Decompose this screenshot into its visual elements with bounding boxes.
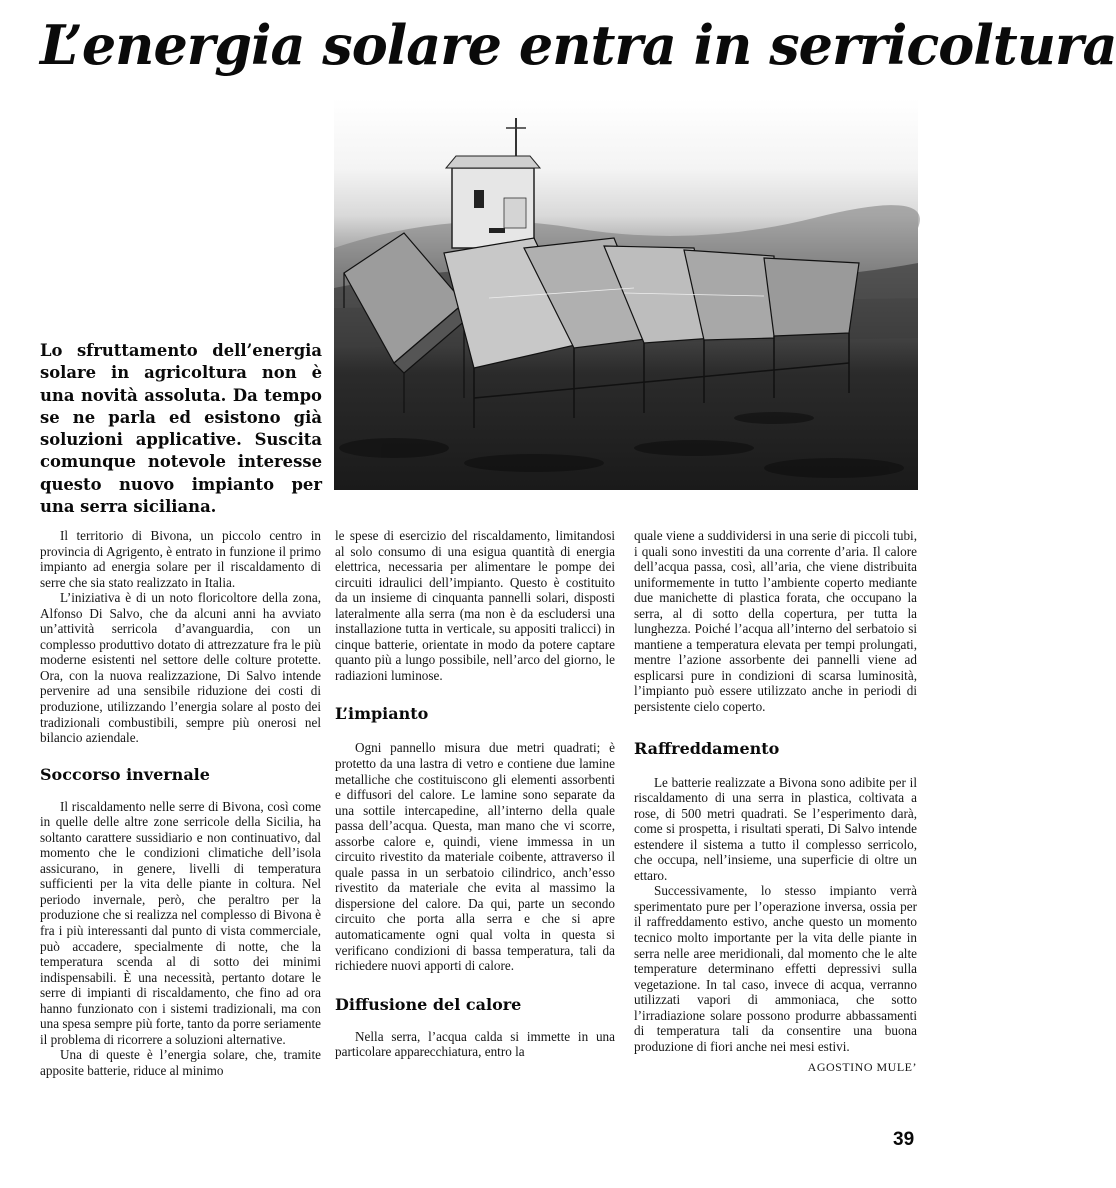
article-lede: Lo sfruttamento dell’energia solare in agricoltura non è una novità assoluta. Da tempo se ne parla ed esistono già soluzioni applicative. Suscita comunque notevole interesse questo nuovo impianto per una serra siciliana. [40,341,322,517]
paragraph: Successivamente, lo stesso impianto verrà sperimentato pure per l’operazione inversa, ossia per il raffreddamento estivo, anche questo un momento tecnico molto importante per la vita delle piante in serra nelle aree meridionali, dal momento che le alte temperature determinano effetti depressivi sulla vegetazione. In tal caso, invece di acqua, verranno utilizzati vapori di ammoniaca, che sotto l’irradiazione solare possono produrre abbassamenti di temperatura tali da consentire una buona produzione di fiori anche nei mesi estivi. [634,883,917,1054]
section-heading: Diffusione del calore [335,994,522,1014]
paragraph: le spese di esercizio del riscaldamento, limitandosi al solo consumo di una esigua quantità di energia elettrica, necessaria per alimentare le pompe dei circuiti idraulici dell’impianto. Questo è costituito da un insieme di cinquanta pannelli solari, disposti lateralmente alla serra (ma non è da escludersi una installazione tutta in verticale, su appositi tralicci) in cinque batterie, orientate in modo da potere captare quanto più a lungo possibile, nell’arco del giorno, le radiazioni luminose. [335,528,615,683]
section-heading: L’impianto [335,704,429,724]
text-column-1 [40,528,321,1079]
paragraph: Una di queste è l’energia solare, che, tramite apposite batterie, riduce al minimo [40,1047,321,1078]
paragraph: Le batterie realizzate a Bivona sono adibite per il riscaldamento di una serra in plastica, coltivata a rose, di 500 metri quadrati. Se l’esperimento darà, come si prospetta, i risultati sperati, Di Salvo intende estendere il sistema a tutto il complesso serricolo, che occupa, nell’insieme, una superficie di oltre un ettaro. [634,774,917,883]
paragraph: Ogni pannello misura due metri quadrati; è protetto da una lastra di vetro e contiene due lamine metalliche che costituiscono gli elementi assorbenti e diffusori del calore. Le lamine sono separate da una sottile intercapedine, all’interno della quale passa dell’acqua. Questa, man mano che vi scorre, assorbe calore e, quindi, viene immessa in un circuito rivestito da materiale coibente, attraverso il quale passa in un serbatoio cilindrico, anch’esso rivestito da materiale che evita al massimo la dispersione del calore. Da qui, parte un secondo circuito che porta alla serra e che si apre automaticamente ogni qual volta in questa si verificano condizioni di bassa temperatura, tali da richiedere nuovi apporti di calore. [335,740,615,974]
text-column-3 [634,528,917,1076]
paragraph: L’iniziativa è di un noto floricoltore della zona, Alfonso Di Salvo, che da alcuni anni ha avviato un’attività serricola d’avanguardia, con un complesso produttivo dotato di attrezzature fra le più moderne esistenti nel settore delle colture protette. Ora, con la nuova realizzazione, Di Salvo intende pervenire ad una sensibile riduzione dei costi di produzione, utilizzando l’energia solare al posto dei tradizionali combustibili, sempre più onerosi nel bilancio aziendale. [40,590,321,746]
section-heading: Soccorso invernale [40,764,210,784]
paragraph: Il riscaldamento nelle serre di Bivona, così come in quelle delle altre zone serricole della Sicilia, ha soltanto carattere sussidiario e non continuativo, dal momento che le condizioni climatiche dell’isola assicurano, in genere, livelli di temperatura sufficienti per la vita delle piante in coltura. Nel periodo invernale, però, che peraltro per la produzione che si realizza nel complesso di Bivona è fra i più interessanti dal punto di vista commerciale, può accadere, specialmente di notte, che la temperatura scenda al di sotto dei minimi indispensabili. È una necessità, pertanto dotare le serre di impianti di riscaldamento, che fino ad ora hanno funzionato con i sistemi tradizionali, ma con una spesa sempre più forte, tanto da porre seriamente il problema di ricorrere a soluzioni alternative. [40,798,321,1047]
text-column-2 [335,528,615,1060]
author-byline: AGOSTINO MULE’ [807,1060,917,1075]
solar-panels-photo [334,98,918,490]
page-number: 39 [893,1129,915,1150]
article-headline: L’energia solare entra in serricoltura [40,13,1116,77]
paragraph: Nella serra, l’acqua calda si immette in una particolare apparecchiatura, entro la [335,1028,615,1060]
paragraph: quale viene a suddividersi in una serie di piccoli tubi, i quali sono investiti da una corrente d’aria. Il calore dell’acqua passa, così, all’aria, che viene distribuita uniformemente in tutto l’ambiente coperto mediante due manichette di plastica forata, che occupano la serra, al di sotto della copertura, per tutta la lunghezza. Poiché l’acqua all’interno del serbatoio si mantiene a temperatura elevata per tempi prolungati, mentre l’azione assorbente dei pannelli viene ad esplicarsi pure in condizioni di scarsa luminosità, l’impianto può essere utilizzato anche in periodi di persistente cielo coperto. [634,528,917,715]
solar-panels-illustration [334,98,918,490]
paragraph: Il territorio di Bivona, un piccolo centro in provincia di Agrigento, è entrato in funzione il primo impianto ad energia solare per il riscaldamento di serre che sia stato realizzato in Italia. [40,528,321,590]
section-heading: Raffreddamento [634,738,780,758]
